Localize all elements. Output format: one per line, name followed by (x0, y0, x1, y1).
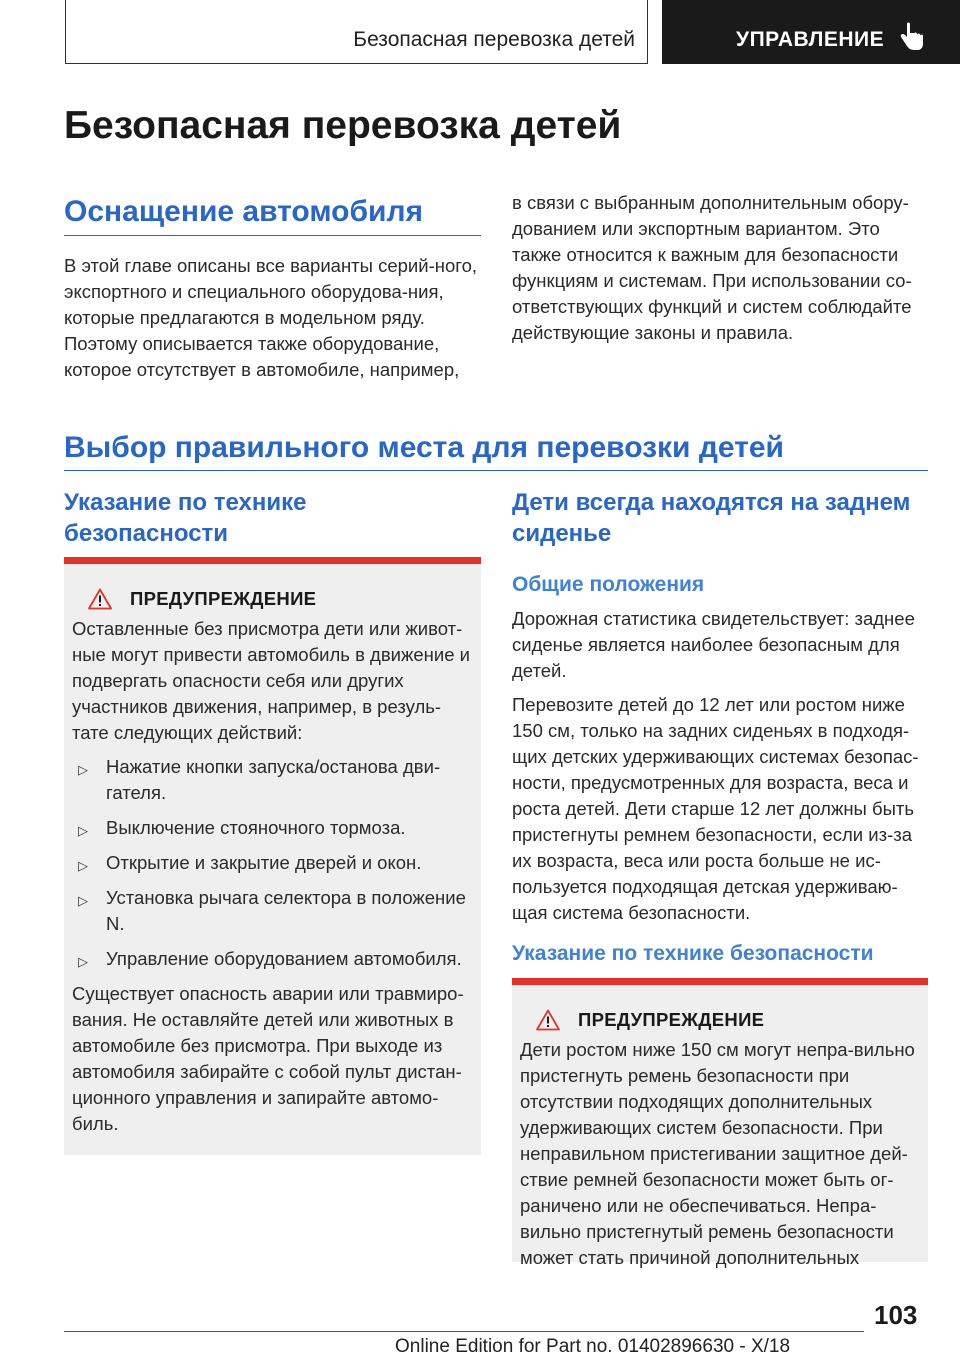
equipment-paragraph-1 (64, 253, 484, 391)
left-warning-body (72, 616, 473, 1137)
left-warning-title: ПРЕДУПРЕЖДЕНИЕ (130, 588, 317, 609)
list-item (72, 946, 473, 972)
right-paragraphs (512, 606, 932, 934)
bullet-triangle-icon: ▷ (78, 858, 88, 873)
left-warning-header (72, 588, 473, 610)
warning-triangle-icon (88, 588, 112, 610)
footer-edition: Online Edition for Part no. 01402896630 - X/18 (395, 1336, 791, 1357)
list-item (72, 754, 473, 806)
left-warning-box (64, 557, 481, 1155)
header-chapter-label: УПРАВЛЕНИЕ (736, 28, 885, 51)
hand-icon (898, 22, 924, 52)
right-warning-box (512, 978, 928, 1268)
bullet-text: Выключение стояночного тормоза. (106, 817, 406, 838)
right-warning-text: Дети ростом ниже 150 см могут непра-вильно пристегнуть ремень безопасности при отсутствии подходящих дополнительных удерживающих систем безопасности. При неправильном пристегивании защитное дей-ствие ремней безопасности может быть ог-раничено или не обеспечиваться. Непра-вильно пристегнутый ремень безопасности может стать причиной дополнительных (520, 1039, 915, 1268)
right-paragraph-2: Перевозите детей до 12 лет или ростом ниже 150 см, только на задних сиденьях в подходя-щих детских удерживающих системах безопас-ности, предусмотренных для возраста, веса и роста детей. Дети старше 12 лет должны быть пристегнуты ремнем безопасности, если из-за их возраста, веса или роста больше не ис-пользуется подходящая детская удерживаю-щая система безопасности. (512, 694, 919, 923)
header-section-title: Безопасная перевозка детей (353, 28, 635, 51)
header-section-box (65, 0, 648, 64)
bullet-triangle-icon: ▷ (78, 762, 88, 777)
page-number: 103 (874, 1300, 918, 1330)
list-item (72, 815, 473, 841)
general-provisions-heading: Общие положения (512, 573, 705, 596)
bullet-text: Установка рычага селектора в положение N. (106, 887, 466, 934)
bullet-triangle-icon: ▷ (78, 954, 88, 969)
equipment-paragraph-2 (512, 190, 932, 354)
seat-choice-heading-rule (64, 470, 928, 471)
left-warning-bullet-list (72, 754, 473, 972)
footer-rule (64, 1331, 864, 1332)
right-column-heading: Дети всегда находятся на заднем сиденье (512, 489, 911, 547)
right-paragraph-1: Дорожная статистика свидетельствует: заднее сиденье является наиболее безопасным для детей. (512, 608, 915, 681)
right-warning-body (520, 1037, 920, 1271)
bullet-text: Нажатие кнопки запуска/останова дви-гателя. (106, 756, 441, 803)
seat-choice-heading: Выбор правильного места для перевозки детей (64, 431, 784, 464)
bullet-text: Управление оборудованием автомобиля. (106, 948, 462, 969)
equipment-heading: Оснащение автомобиля (64, 195, 424, 228)
right-safety-heading: Указание по технике безопасности (512, 942, 874, 965)
bullet-text: Открытие и закрытие дверей и окон. (106, 852, 422, 873)
list-item (72, 885, 473, 937)
list-item (72, 850, 473, 876)
page-title: Безопасная перевозка детей (64, 104, 622, 147)
warning-triangle-icon (536, 1009, 560, 1031)
equipment-text-2: в связи с выбранным дополнительным обору-дованием или экспортным вариантом. Это также относится к важным для безопасности функциям и системам. При использовании со-ответствующих функций и систем соблюдайте действующие законы и правила. (512, 192, 912, 343)
header-chapter-tab[interactable] (662, 0, 960, 64)
left-warning-outro: Существует опасность аварии или травмиро-вания. Не оставляйте детей или животных в автомобиле без присмотра. При выходе из автомобиля забирайте с собой пульт дистан-ционного управления и запирайте автомо-биль. (72, 983, 464, 1134)
equipment-text-1: В этой главе описаны все варианты серий-ного, экспортного и специального оборудова-ния, которые предлагаются в модельном ряду. Поэтому описывается также оборудование, которое отсутствует в автомобиле, например, (64, 255, 478, 380)
right-warning-header (520, 1009, 920, 1031)
bullet-triangle-icon: ▷ (78, 893, 88, 908)
left-warning-intro: Оставленные без присмотра дети или живот-ные могут привести автомобиль в движение и подвергать опасности себя или других участников движения, например, в резуль-тате следующих действий: (72, 618, 470, 743)
equipment-heading-rule (64, 235, 481, 236)
right-warning-title: ПРЕДУПРЕЖДЕНИЕ (578, 1009, 765, 1030)
bullet-triangle-icon: ▷ (78, 823, 88, 838)
left-safety-heading: Указание по технике безопасности (64, 489, 307, 547)
